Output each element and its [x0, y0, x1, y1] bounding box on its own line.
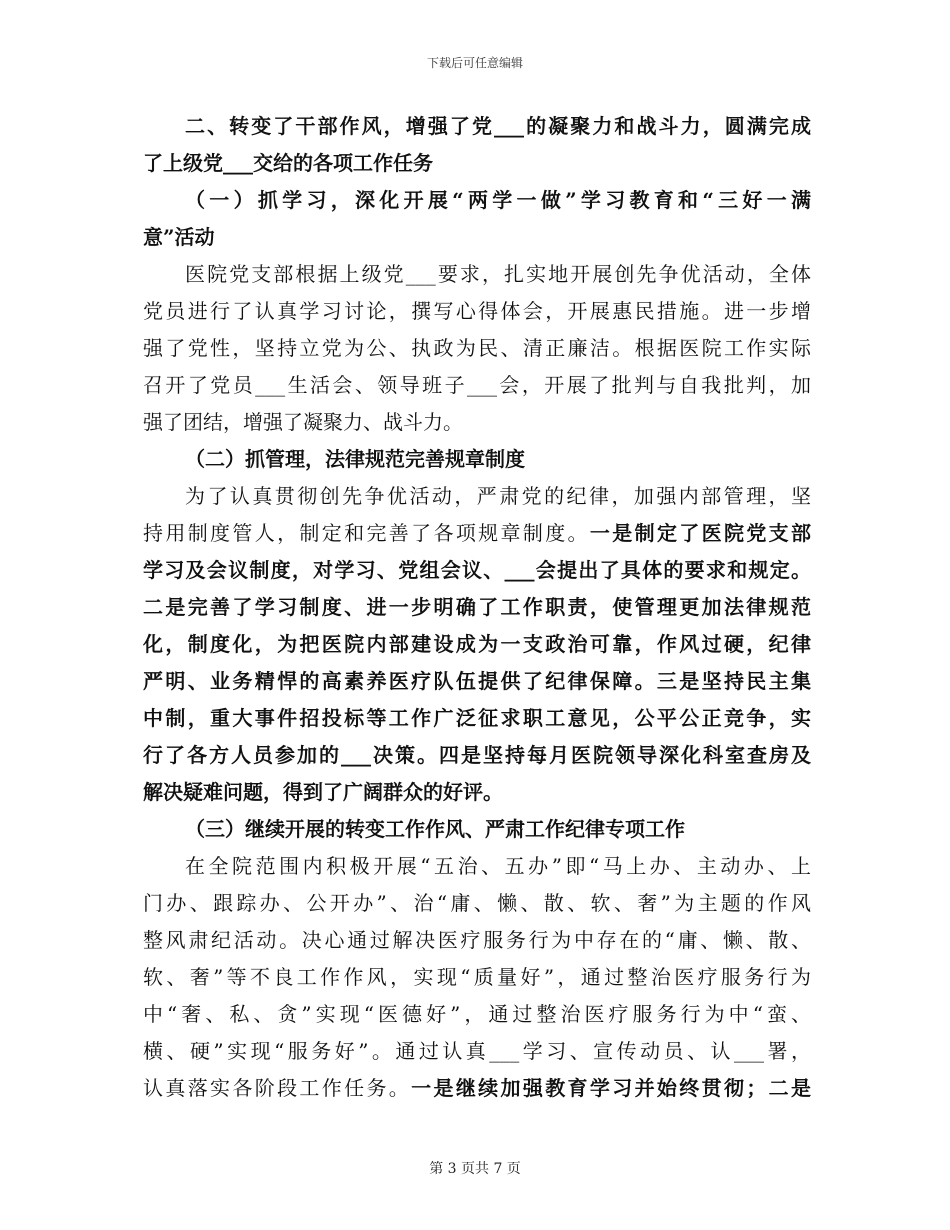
paragraph-line: 二是完善了学习制度、进一步明确了工作职责，使管理更加法律规范: [143, 595, 811, 619]
paragraph-line: 学习及会议制度，对学习、党组会议、___会提出了具体的要求和规定。: [143, 558, 811, 582]
subsection-heading-1-cont: 意”活动: [143, 225, 215, 249]
section-heading-2: 二、转变了干部作风，增强了党___的凝聚力和战斗力，圆满完成: [185, 114, 811, 138]
paragraph-line: 整风肃纪活动。决心通过解决医疗服务行为中存在的“庸、懒、散、: [143, 928, 811, 952]
bold-text: 一是继续加强教育学习并始终贯彻；二是: [411, 1076, 811, 1100]
paragraph-line: 门办、跟踪办、公开办”、治“庸、懒、散、软、奢”为主题的作风: [143, 891, 811, 915]
paragraph-line: 强了党性，坚持立党为公、执政为民、清正廉洁。根据医院工作实际: [143, 336, 811, 360]
paragraph-line: 严明、业务精悍的高素养医疗队伍提供了纪律保障。三是坚持民主集: [143, 669, 811, 693]
page-number: 第 3 页共 7 页: [429, 1161, 521, 1177]
paragraph-line: 行了各方人员参加的___决策。四是坚持每月医院领导深化科室查房及: [143, 743, 811, 767]
paragraph-line: 党员进行了认真学习讨论，撰写心得体会，开展惠民措施。进一步增: [143, 299, 811, 323]
paragraph-line: 召开了党员___生活会、领导班子___会，开展了批判与自我批判，加: [143, 373, 811, 397]
paragraph-line: 中“奢、私、贪”实现“医德好”，通过整治医疗服务行为中“蛮、: [143, 1002, 811, 1026]
paragraph-line: 横、硬”实现“服务好”。通过认真___学习、宣传动员、认___署，: [143, 1039, 811, 1063]
bold-text: 一是制定了医院党支部: [589, 521, 811, 545]
subsection-heading-1: （一）抓学习，深化开展“两学一做”学习教育和“三好一满: [185, 188, 811, 212]
normal-text: 持用制度管人，制定和完善了各项规章制度。: [143, 521, 590, 545]
paragraph-line: 在全院范围内积极开展“五治、五办”即“马上办、主动办、上: [185, 854, 811, 878]
paragraph-line: 中制，重大事件招投标等工作广泛征求职工意见，公平公正竞争，实: [143, 706, 811, 730]
paragraph-line: 化，制度化，为把医院内部建设成为一支政治可靠，作风过硬，纪律: [143, 632, 811, 656]
page-header: 下载后可任意编辑: [426, 56, 523, 70]
subsection-heading-3: （三）继续开展的转变工作作风、严肃工作纪律专项工作: [185, 817, 685, 841]
paragraph-line: 为了认真贯彻创先争优活动，严肃党的纪律，加强内部管理，坚: [185, 484, 811, 508]
paragraph-line: 医院党支部根据上级党___要求，扎实地开展创先争优活动，全体: [185, 262, 811, 286]
document-body: [143, 108, 811, 1107]
paragraph-line: 强了团结，增强了凝聚力、战斗力。: [143, 410, 463, 434]
paragraph-line-mixed: [143, 515, 811, 552]
section-heading-2-cont: 了上级党___交给的各项工作任务: [143, 151, 433, 175]
paragraph-line: 软、奢”等不良工作作风，实现“质量好”，通过整治医疗服务行为: [143, 965, 811, 989]
subsection-heading-2: （二）抓管理，法律规范完善规章制度: [185, 447, 525, 471]
normal-text: 认真落实各阶段工作任务。: [143, 1076, 412, 1100]
paragraph-line: 解决疑难问题，得到了广阔群众的好评。: [143, 780, 503, 804]
paragraph-line-mixed: [143, 1070, 811, 1107]
